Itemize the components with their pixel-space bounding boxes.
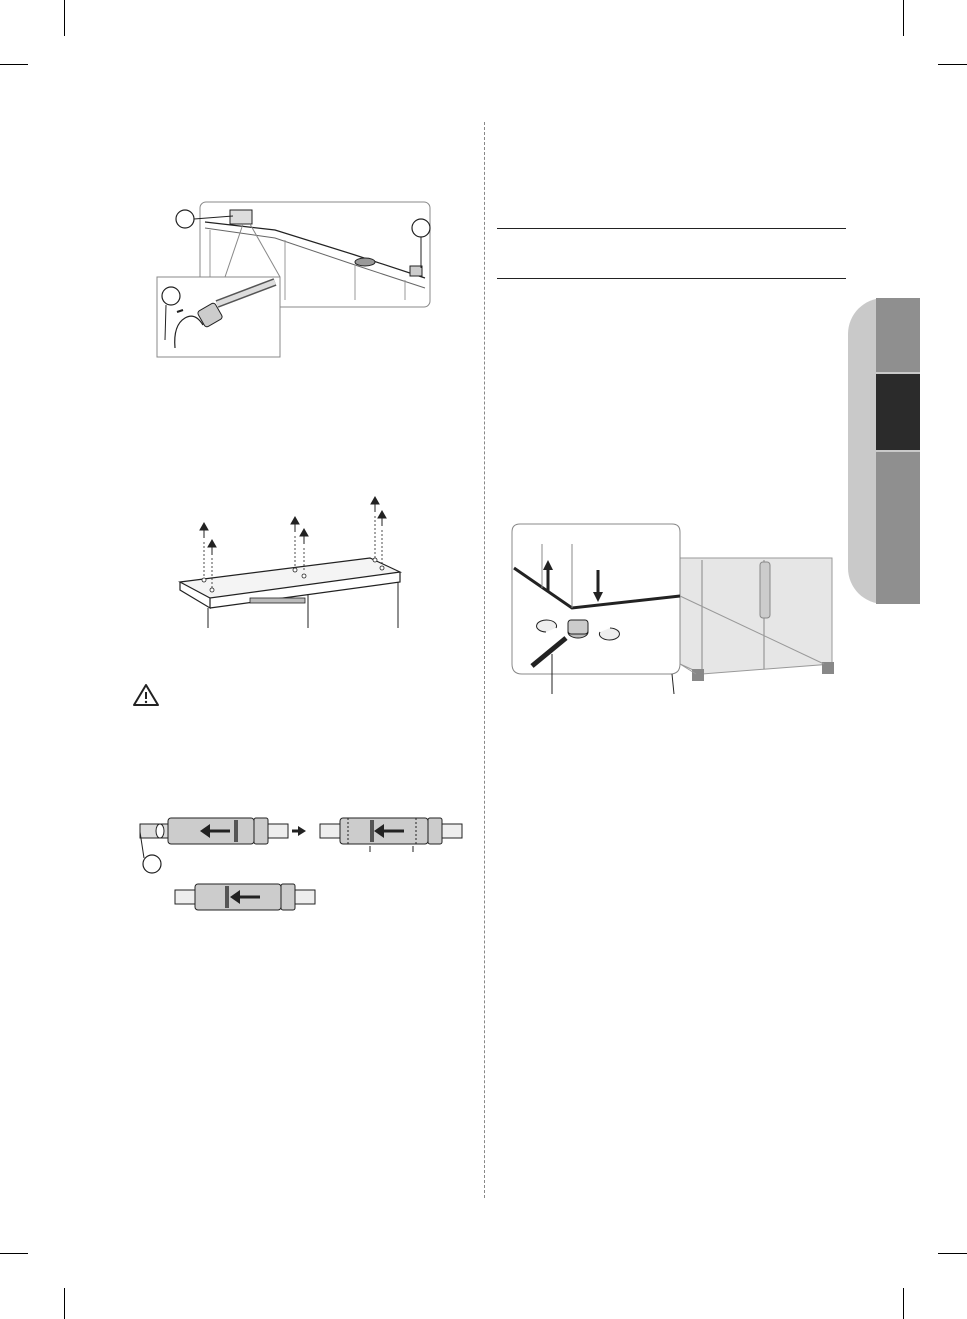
side-tab-1[interactable] bbox=[876, 298, 920, 372]
figure-water-line-disconnect bbox=[155, 200, 435, 360]
warning-triangle-icon bbox=[133, 684, 159, 706]
figure-water-filter-pipe bbox=[130, 810, 465, 920]
pipe-cut bbox=[320, 818, 462, 852]
figure-leveling-foot bbox=[512, 524, 842, 694]
side-tab-2-active[interactable] bbox=[876, 374, 920, 450]
pipe-original bbox=[140, 818, 288, 844]
section-rule-top bbox=[497, 228, 846, 229]
figure-top-cover-screws bbox=[170, 490, 410, 630]
pipe-installed bbox=[175, 884, 315, 910]
column-divider bbox=[484, 122, 485, 1198]
section-rule-bottom bbox=[497, 278, 846, 279]
side-tab-3[interactable] bbox=[876, 452, 920, 604]
